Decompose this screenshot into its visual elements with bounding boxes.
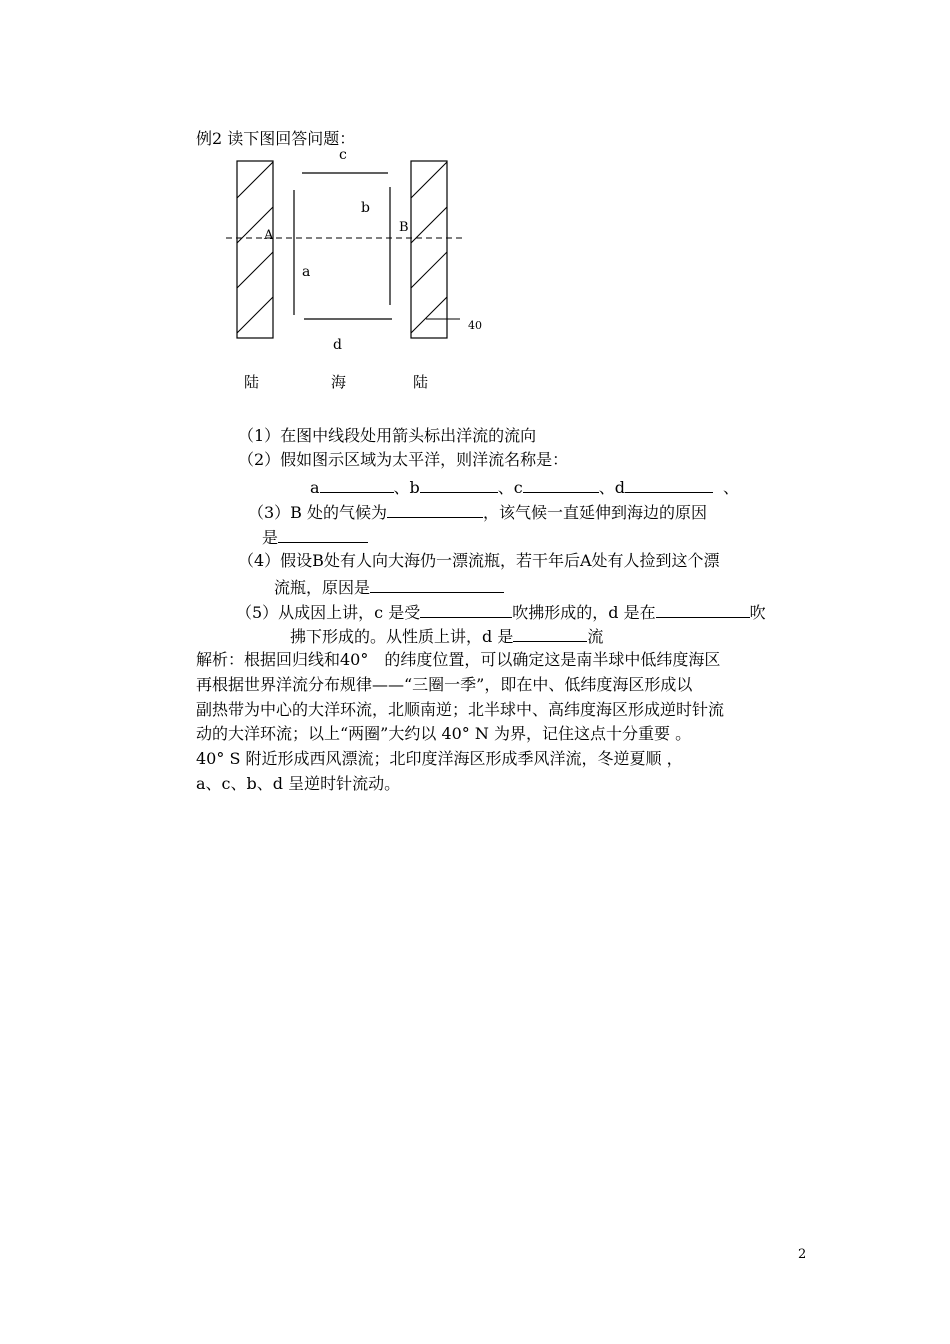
- blank-q3-climate[interactable]: [387, 499, 483, 518]
- blank-b[interactable]: [420, 474, 498, 493]
- label-A: A: [264, 228, 274, 243]
- analysis-line-2: 再根据世界洋流分布规律——“三圈一季”，即在中、低纬度海区形成以: [196, 675, 693, 694]
- blank-d[interactable]: [625, 474, 713, 493]
- label-land-left: 陆: [244, 373, 260, 391]
- blank-q4-reason[interactable]: [370, 574, 504, 593]
- analysis-line-5: 40° S 附近形成西风漂流；北印度洋海区形成季风洋流，冬逆夏顺 ，: [196, 749, 683, 768]
- question-3: （3）B 处的气候为 ，该气候一直延伸到海边的原因: [248, 499, 707, 525]
- label-land-right: 陆: [413, 373, 429, 391]
- ocean-current-diagram: [220, 145, 520, 425]
- question-2-blanks: a 、b 、c 、d 、: [310, 474, 739, 500]
- label-B: B: [399, 220, 409, 235]
- analysis-line-3: 副热带为中心的大洋环流，北顺南逆；北半球中、高纬度海区形成逆时针流: [196, 700, 725, 719]
- label-d: d: [333, 337, 342, 353]
- question-4: （4）假设B处有人向大海仍一漂流瓶，若干年后A处有人捡到这个漂: [238, 551, 720, 570]
- analysis-line-4: 动的大洋环流；以上“两圈”大约以 40° N 为界，记住这点十分重要 。: [196, 724, 692, 743]
- label-a: a: [302, 264, 311, 280]
- analysis-line-6: a、c、b、d 呈逆时针流动。: [196, 774, 401, 793]
- example-heading: 例2 读下图回答问题：: [196, 129, 356, 148]
- question-1: （1）在图中线段处用箭头标出洋流的流向: [238, 426, 537, 445]
- left-land-block: [237, 161, 273, 338]
- blank-q5-d[interactable]: [656, 599, 750, 618]
- page-number: 2: [798, 1247, 807, 1262]
- question-3-cont: 是: [262, 524, 368, 550]
- label-sea: 海: [331, 373, 347, 391]
- right-land-block: [411, 161, 447, 338]
- label-40: 40: [468, 319, 482, 332]
- blank-c[interactable]: [523, 474, 599, 493]
- blank-q3-reason[interactable]: [278, 524, 368, 543]
- label-b: b: [361, 200, 370, 216]
- question-5-cont: 拂下形成的。从性质上讲，d 是 流: [290, 623, 603, 649]
- question-4-cont: 流瓶，原因是: [274, 574, 504, 600]
- label-c: c: [339, 147, 347, 163]
- blank-q5-c[interactable]: [420, 599, 512, 618]
- blank-a[interactable]: [320, 474, 394, 493]
- question-2: （2）假如图示区域为太平洋，则洋流名称是：: [238, 450, 569, 469]
- question-5: （5）从成因上讲，c 是受 吹拂形成的，d 是在 吹: [236, 599, 766, 625]
- blank-q5-nature[interactable]: [513, 623, 587, 642]
- analysis-line-1: 解析：根据回归线和40° 的纬度位置，可以确定这是南半球中低纬度海区: [196, 650, 721, 669]
